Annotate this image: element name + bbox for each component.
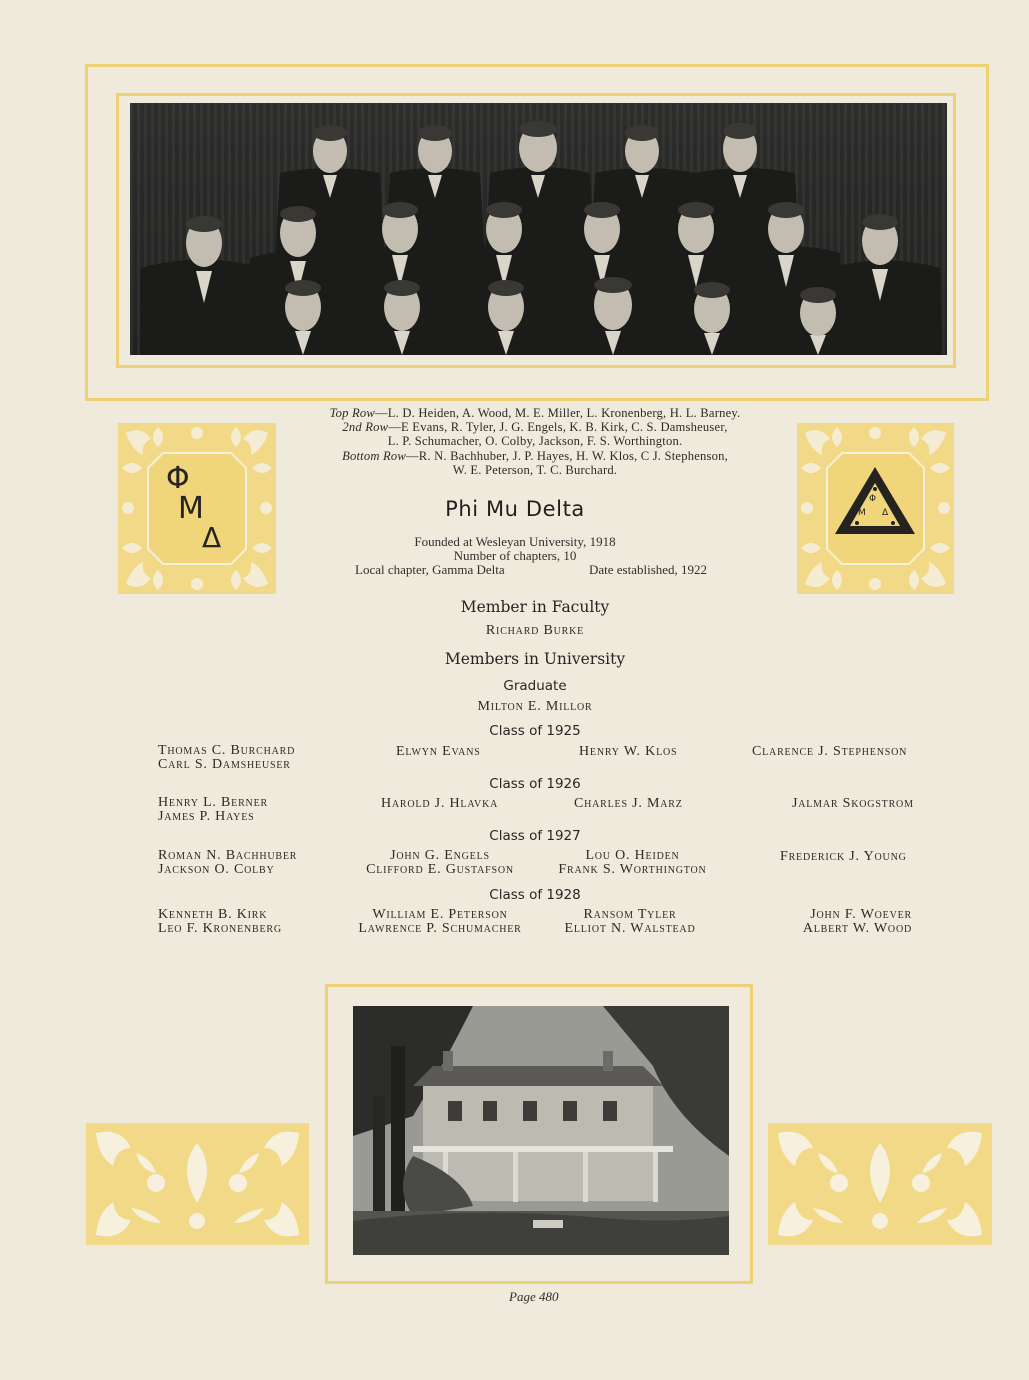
member-name: Frederick J. Young [780, 849, 907, 864]
crest-mu-letter: M [178, 491, 204, 526]
page-number: Page 480 [509, 1289, 559, 1304]
badge-mu-letter: M [858, 508, 866, 518]
class-1927-col1 [158, 849, 297, 877]
member-name: Roman N. Bachhuber [158, 848, 298, 863]
chapters-line: Number of chapters, 10 [453, 548, 577, 563]
date-established-line: Date established, 1922 [589, 562, 708, 577]
crest-delta-letter: Δ [202, 521, 222, 554]
class-1926-heading: Class of 1926 [489, 776, 581, 792]
member-name: Albert W. Wood [802, 921, 912, 936]
crest-phi-letter: Φ [166, 461, 190, 496]
member-name: Charles J. Marz [574, 796, 683, 811]
house-photo [353, 1006, 729, 1255]
class-1927-heading: Class of 1927 [489, 828, 581, 844]
member-name: Carl S. Damsheuser [158, 757, 291, 772]
group-photo-figures [130, 103, 947, 355]
member-name: Jalmar Skogstrom [792, 796, 914, 811]
house-photo-scene [353, 1006, 729, 1255]
member-name: Clarence J. Stephenson [752, 744, 908, 759]
member-name: Clifford E. Gustafson [366, 862, 514, 877]
member-name: Jackson O. Colby [158, 862, 275, 877]
member-name: Henry L. Berner [158, 795, 268, 810]
caption-bottom-row: Bottom Row—R. N. Bachhuber, J. P. Hayes, H. W. Klos, C J. Stephenson, [342, 448, 728, 463]
member-name: Elliot N. Walstead [564, 921, 696, 936]
member-name: Lawrence P. Schumacher [358, 921, 522, 936]
class-1928-heading: Class of 1928 [489, 887, 581, 903]
member-name: Kenneth B. Kirk [158, 907, 268, 922]
class-1928-col3 [540, 908, 720, 936]
member-name: John G. Engels [390, 848, 490, 863]
member-name: John F. Woever [810, 907, 912, 922]
class-1927-col3 [535, 849, 730, 877]
member-name: Leo F. Kronenberg [158, 921, 282, 936]
caption-second-row-cont: L. P. Schumacher, O. Colby, Jackson, F. S. Worthington. [387, 434, 683, 449]
founded-line: Founded at Wesleyan University, 1918 [414, 534, 616, 549]
left-crest-ornament [118, 423, 276, 594]
caption-second-row: 2nd Row—E Evans, R. Tyler, J. G. Engels, K. B. Kirk, C. S. Damsheuser, [342, 420, 728, 435]
class-1925-col1 [158, 744, 295, 772]
class-1928-col2 [345, 908, 535, 936]
caption-top-row: Top Row—L. D. Heiden, A. Wood, M. E. Miller, L. Kronenberg, H. L. Barney. [329, 406, 741, 420]
group-photo [130, 103, 947, 355]
member-name: Ransom Tyler [583, 907, 677, 922]
university-heading: Members in University [444, 650, 626, 668]
member-name: Harold J. Hlavka [381, 796, 499, 811]
faculty-member: Richard Burke [485, 623, 585, 638]
bottom-left-ornament [86, 1123, 309, 1245]
class-1928-col4 [760, 908, 912, 936]
class-1928-col1 [158, 908, 282, 936]
faculty-heading: Member in Faculty [460, 598, 610, 616]
graduate-heading: Graduate [503, 678, 567, 694]
local-chapter-line: Local chapter, Gamma Delta [355, 562, 505, 577]
right-crest-ornament [797, 423, 954, 594]
member-name: Lou O. Heiden [585, 848, 680, 863]
caption-bottom-row-cont: W. E. Peterson, T. C. Burchard. [452, 462, 618, 477]
badge-delta-letter: Δ [882, 508, 889, 518]
member-name: Frank S. Worthington [558, 862, 707, 877]
class-1927-col2 [350, 849, 530, 877]
class-1926-col1 [158, 796, 268, 824]
member-name: James P. Hayes [158, 809, 255, 824]
graduate-member: Milton E. Millor [477, 699, 593, 714]
fraternity-title: Phi Mu Delta [445, 497, 585, 521]
bottom-right-ornament [768, 1123, 992, 1245]
member-name: William E. Peterson [372, 907, 508, 922]
photo-caption [280, 406, 790, 477]
class-1925-heading: Class of 1925 [489, 723, 581, 739]
member-name: Elwyn Evans [396, 744, 481, 759]
member-name: Henry W. Klos [579, 744, 678, 759]
member-name: Thomas C. Burchard [158, 743, 296, 758]
badge-phi-letter: Φ [869, 494, 877, 504]
